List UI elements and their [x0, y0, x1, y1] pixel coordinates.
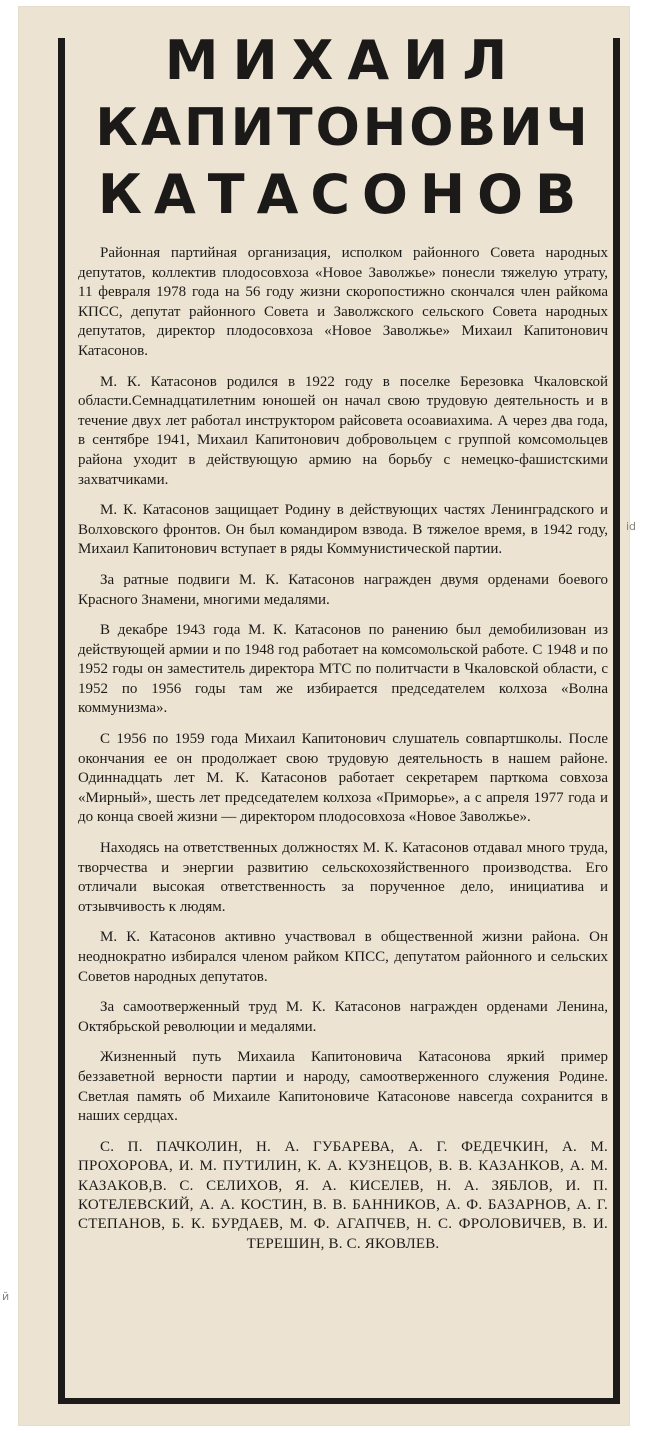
- obituary-body: [78, 244, 608, 1254]
- name-patronymic: КАПИТОНОВИЧ: [95, 98, 591, 158]
- name-last: КАТАСОНОВ: [97, 163, 589, 226]
- paragraph-1: Районная партийная организация, исполком районного Совета народных депутатов, коллектив плодосовхоза «Новое Заволжье» понесли тяжелую утрату, 11 февраля 1978 года на 56 году жизни скоропостижно скончался член райкома КПСС, депутат районного Совета и Заволжского сельского Совета народных депутатов, директор плодосовхоза «Новое Заволжье» Михаил Капитонович Катасонов.: [78, 245, 608, 359]
- paragraph-9: За самоотверженный труд М. К. Катасонов награжден орденами Ленина, Октябрьской революции и медалями.: [78, 999, 608, 1035]
- paragraph-8: М. К. Катасонов активно участвовал в общественной жизни района. Он неоднократно избирался членом райком КПСС, депутатом районного и сельских Советов народных депутатов.: [78, 929, 608, 985]
- edge-mark-right: id: [626, 520, 637, 533]
- paragraph-3: М. К. Катасонов защищает Родину в действующих частях Ленинградского и Волховского фронтов. Он был командиром взвода. В тяжелое время, в 1942 году, Михаил Капитонович вступает в ряды Коммунистической партии.: [78, 502, 608, 558]
- obituary-content: [78, 29, 608, 1254]
- edge-mark-left: й: [2, 1290, 10, 1303]
- paragraph-5: В декабре 1943 года М. К. Катасонов по ранению был демобилизован из действующей армии и по 1948 год работает на комсомольской работе. С 1948 и по 1952 годы он заместитель директора МТС по политчасти в Чкаловской области, с 1952 по 1956 годы там же избирается председателем колхоза «Волна коммунизма».: [78, 622, 608, 717]
- signatories-list: С. П. ПАЧКОЛИН, Н. А. ГУБАРЕВА, А. Г. ФЕДЕЧКИН, А. М. ПРОХОРОВА, И. М. ПУТИЛИН, К. А. КУЗНЕЦОВ, В. В. КАЗАНКОВ, А. М. КАЗАКОВ,В. С. СЕЛИХОВ, Я. А. КИСЕЛЕВ, Н. А. ЗЯБЛОВ, И. П. КОТЕЛЕВСКИЙ, А. А. КОСТИН, В. В. БАННИКОВ, А. Ф. БАЗАРНОВ, А. Г. СТЕПАНОВ, Б. К. БУРДАЕВ, М. Ф. АГАПЧЕВ, Н. С. ФРОЛОВИЧЕВ, В. И. ТЕРЕШИН, В. С. ЯКОВЛЕВ.: [78, 1138, 608, 1252]
- paragraph-7: Находясь на ответственных должностях М. К. Катасонов отдавал много труда, творчества и энергии развитию сельскохозяйственного производства. Его отличали высокая ответственность за порученное дело, инициатива и отзывчивость к людям.: [78, 840, 608, 915]
- paragraph-4: За ратные подвиги М. К. Катасонов награжден двумя орденами боевого Красного Знамени, многими медалями.: [78, 571, 608, 608]
- paragraph-2: М. К. Катасонов родился в 1922 году в поселке Березовка Чкаловской области.Семнадцатилетним юношей он начал свою трудовую деятельность и в течение двух лет работал инструктором райсовета осоавиахима. А через два года, в сентябре 1941, Михаил Капитонович добровольцем с группой комсомольцев района уходит в действующую армию на борьбу с немецко-фашистскими захватчиками.: [78, 373, 608, 488]
- newspaper-clipping: [18, 6, 630, 1426]
- name-first: МИХАИЛ: [164, 29, 522, 92]
- paragraph-10: Жизненный путь Михаила Капитоновича Катасонова яркий пример беззаветной верности партии и народу, самоотверженного служения Родине. Светлая память об Михаиле Капитоновиче Катасонове навсегда сохранится в наших сердцах.: [78, 1049, 608, 1125]
- paragraph-6: С 1956 по 1959 года Михаил Капитонович слушатель совпартшколы. После окончания ее он продолжает свою трудовую деятельность в нашем районе. Одиннадцать лет М. К. Катасонов работает секретарем парткома совхоза «Мирный», шесть лет председателем колхоза «Приморье», а с апреля 1977 года и до конца своей жизни — директором плодосовхоза «Новое Заволжье».: [78, 731, 608, 826]
